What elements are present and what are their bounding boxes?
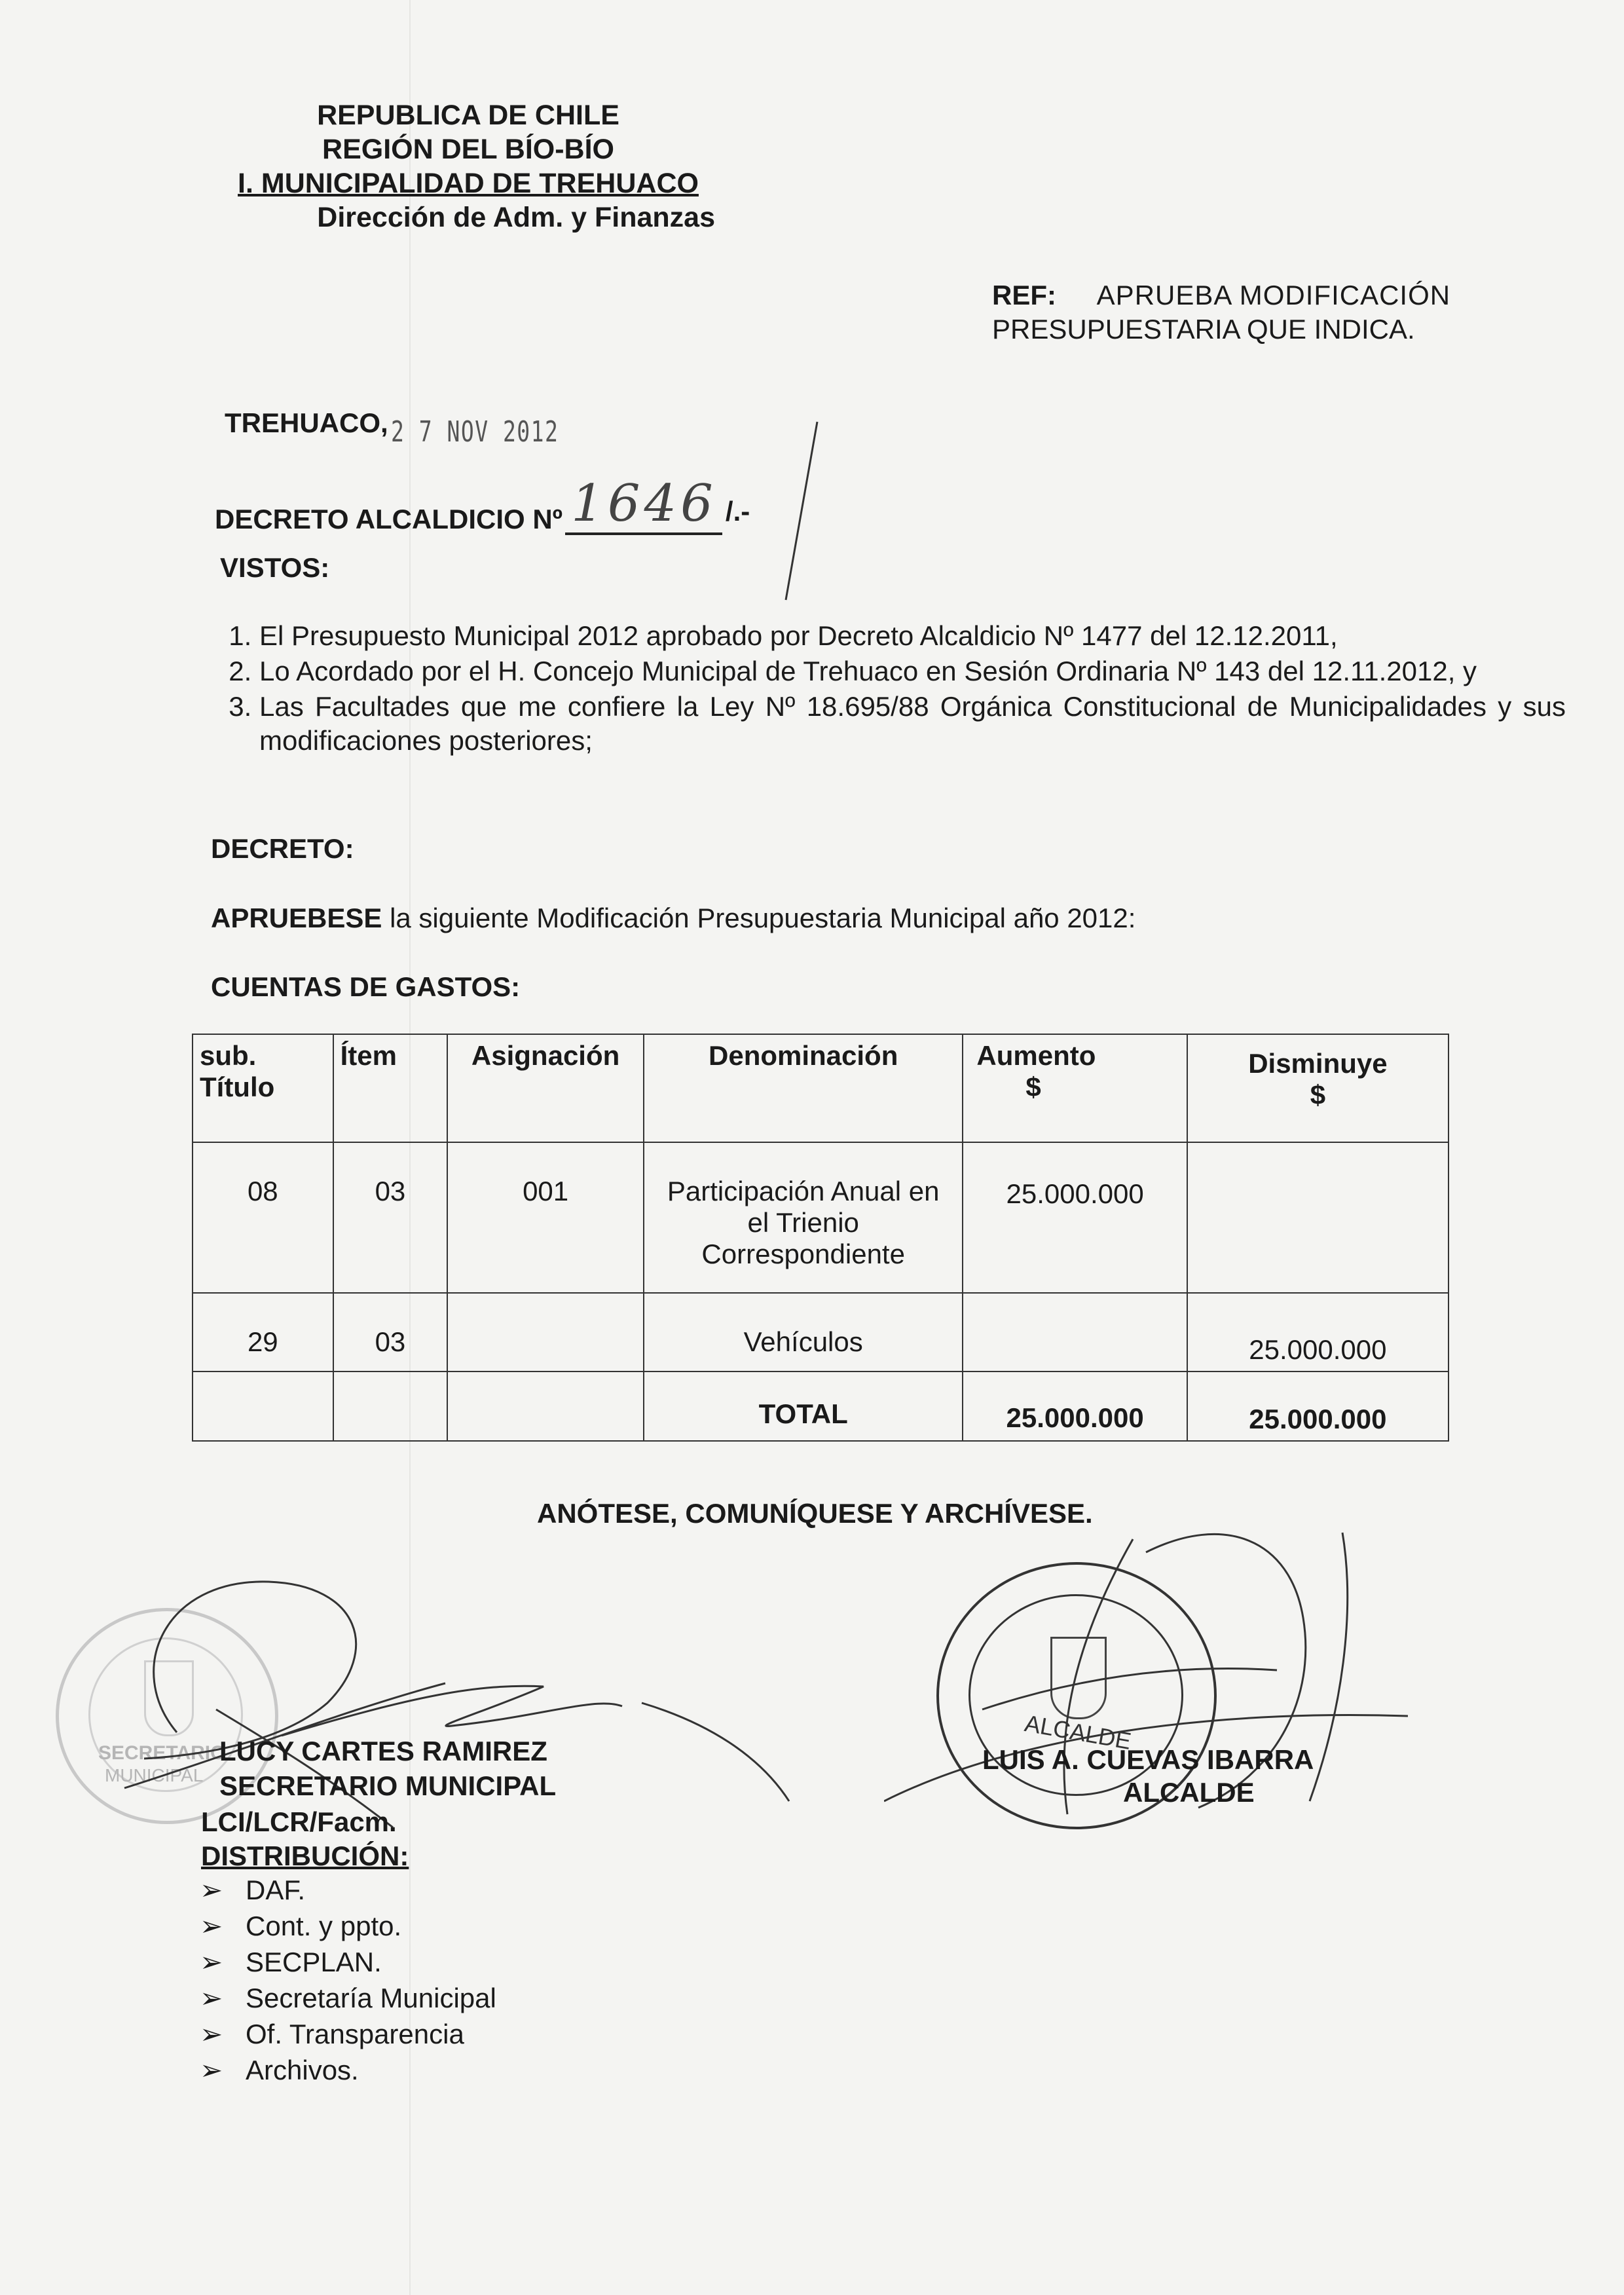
distribution-title: DISTRIBUCIÓN: [201,1840,409,1871]
stamp-center-line1: SECRETARIO [98,1742,226,1764]
approve-keyword: APRUEBESE [211,903,382,933]
decree-slash-mark [773,419,825,603]
table-row [193,1142,1449,1293]
letterhead-municipality: I. MUNICIPALIDAD DE TREHUACO [238,168,699,199]
ref-label: REF: [992,280,1056,310]
vistos-item: 3. Las Facultades que me confiere la Ley Nº 18.695/88 Orgánica Constitucional de Municipalidades y sus modificaciones posteriores; [259,690,1566,758]
cell-item: 03 [333,1142,448,1293]
stamp-center-line2: MUNICIPAL [105,1765,204,1785]
initials: LCI/LCR/Facm. [201,1806,397,1837]
vistos-item: 1. El Presupuesto Municipal 2012 aprobado por Decreto Alcaldicio Nº 1477 del 12.12.2011, [259,619,1566,653]
col-aumento: Aumento $ [963,1034,1187,1142]
distribution-item: ➢ Of. Transparencia [200,2016,496,2052]
stamp-center-text: ALCALDE [1022,1709,1134,1755]
decree-number-line [215,475,750,553]
cell-empty [193,1371,333,1441]
vistos-title: VISTOS: [220,552,330,583]
mayor-name: LUIS A. CUEVAS IBARRA [982,1744,1314,1775]
col-subtitulo: sub. Título [193,1034,333,1142]
vistos-item: 2. Lo Acordado por el H. Concejo Municipal de Trehuaco en Sesión Ordinaria Nº 143 del 12.11.2012, y [259,654,1566,688]
cell-disminuye: 25.000.000 [1187,1293,1449,1371]
ref-line2: PRESUPUESTARIA QUE INDICA. [992,314,1415,345]
reference-block [992,278,1509,346]
approve-text: la siguiente Modificación Presupuestaria Municipal año 2012: [382,903,1136,933]
place-name: TREHUACO, [225,407,388,438]
distribution-list [200,1872,496,2088]
arrow-bullet-icon: ➢ [200,1875,223,1905]
table-total-row [193,1371,1449,1441]
arrow-bullet-icon: ➢ [200,1983,223,2013]
col-denominacion: Denominación [644,1034,963,1142]
ref-line1: APRUEBA MODIFICACIÓN [1096,280,1451,310]
total-disminuye: 25.000.000 [1187,1371,1449,1441]
cell-empty [447,1371,644,1441]
distribution-item: ➢ Secretaría Municipal [200,1980,496,2016]
arrow-bullet-icon: ➢ [200,2055,223,2085]
cell-aumento [963,1293,1187,1371]
cell-item: 03 [333,1293,448,1371]
cell-subtitulo: 08 [193,1142,333,1293]
decree-label: DECRETO ALCALDICIO Nº [215,504,563,534]
distribution-item: ➢ Archivos. [200,2052,496,2088]
total-aumento: 25.000.000 [963,1371,1187,1441]
table-header-row [193,1034,1449,1142]
distribution-item: ➢ Cont. y ppto. [200,1908,496,1944]
decree-number-handwritten: 1646 [565,475,722,535]
cell-denominacion: Vehículos [644,1293,963,1371]
letterhead-country: REPUBLICA DE CHILE [317,100,619,131]
secretary-name: LUCY CARTES RAMIREZ [219,1736,547,1766]
table-row [193,1293,1449,1371]
letterhead-department: Dirección de Adm. y Finanzas [317,202,715,233]
col-disminuye: Disminuye $ [1187,1034,1449,1142]
col-asignacion: Asignación [447,1034,644,1142]
accounts-title: CUENTAS DE GASTOS: [211,971,521,1002]
arrow-bullet-icon: ➢ [200,1947,223,1977]
date-stamp: 2 7 NOV 2012 [391,415,559,449]
letterhead-region: REGIÓN DEL BÍO-BÍO [322,134,614,165]
vistos-list [196,619,1566,759]
closing-formula: ANÓTESE, COMUNÍQUESE Y ARCHÍVESE. [537,1498,1093,1529]
cell-subtitulo: 29 [193,1293,333,1371]
cell-disminuye [1187,1142,1449,1293]
letterhead [216,98,720,234]
cell-denominacion: Participación Anual en el Trienio Correspondiente [644,1142,963,1293]
arrow-bullet-icon: ➢ [200,1911,223,1941]
decreto-title: DECRETO: [211,833,354,864]
decree-suffix: /.- [725,496,750,527]
approve-statement [211,903,1135,934]
distribution-item: ➢ SECPLAN. [200,1944,496,1980]
arrow-bullet-icon: ➢ [200,2019,223,2049]
total-label: TOTAL [644,1371,963,1441]
place-date [225,406,615,449]
secretary-role: SECRETARIO MUNICIPAL [219,1770,557,1801]
col-item: Ítem [333,1034,448,1142]
mayor-role: ALCALDE [1123,1777,1255,1808]
cell-asignacion: 001 [447,1142,644,1293]
cell-empty [333,1371,448,1441]
cell-aumento: 25.000.000 [963,1142,1187,1293]
cell-asignacion [447,1293,644,1371]
distribution-item: ➢ DAF. [200,1872,496,1908]
budget-table [192,1034,1449,1442]
